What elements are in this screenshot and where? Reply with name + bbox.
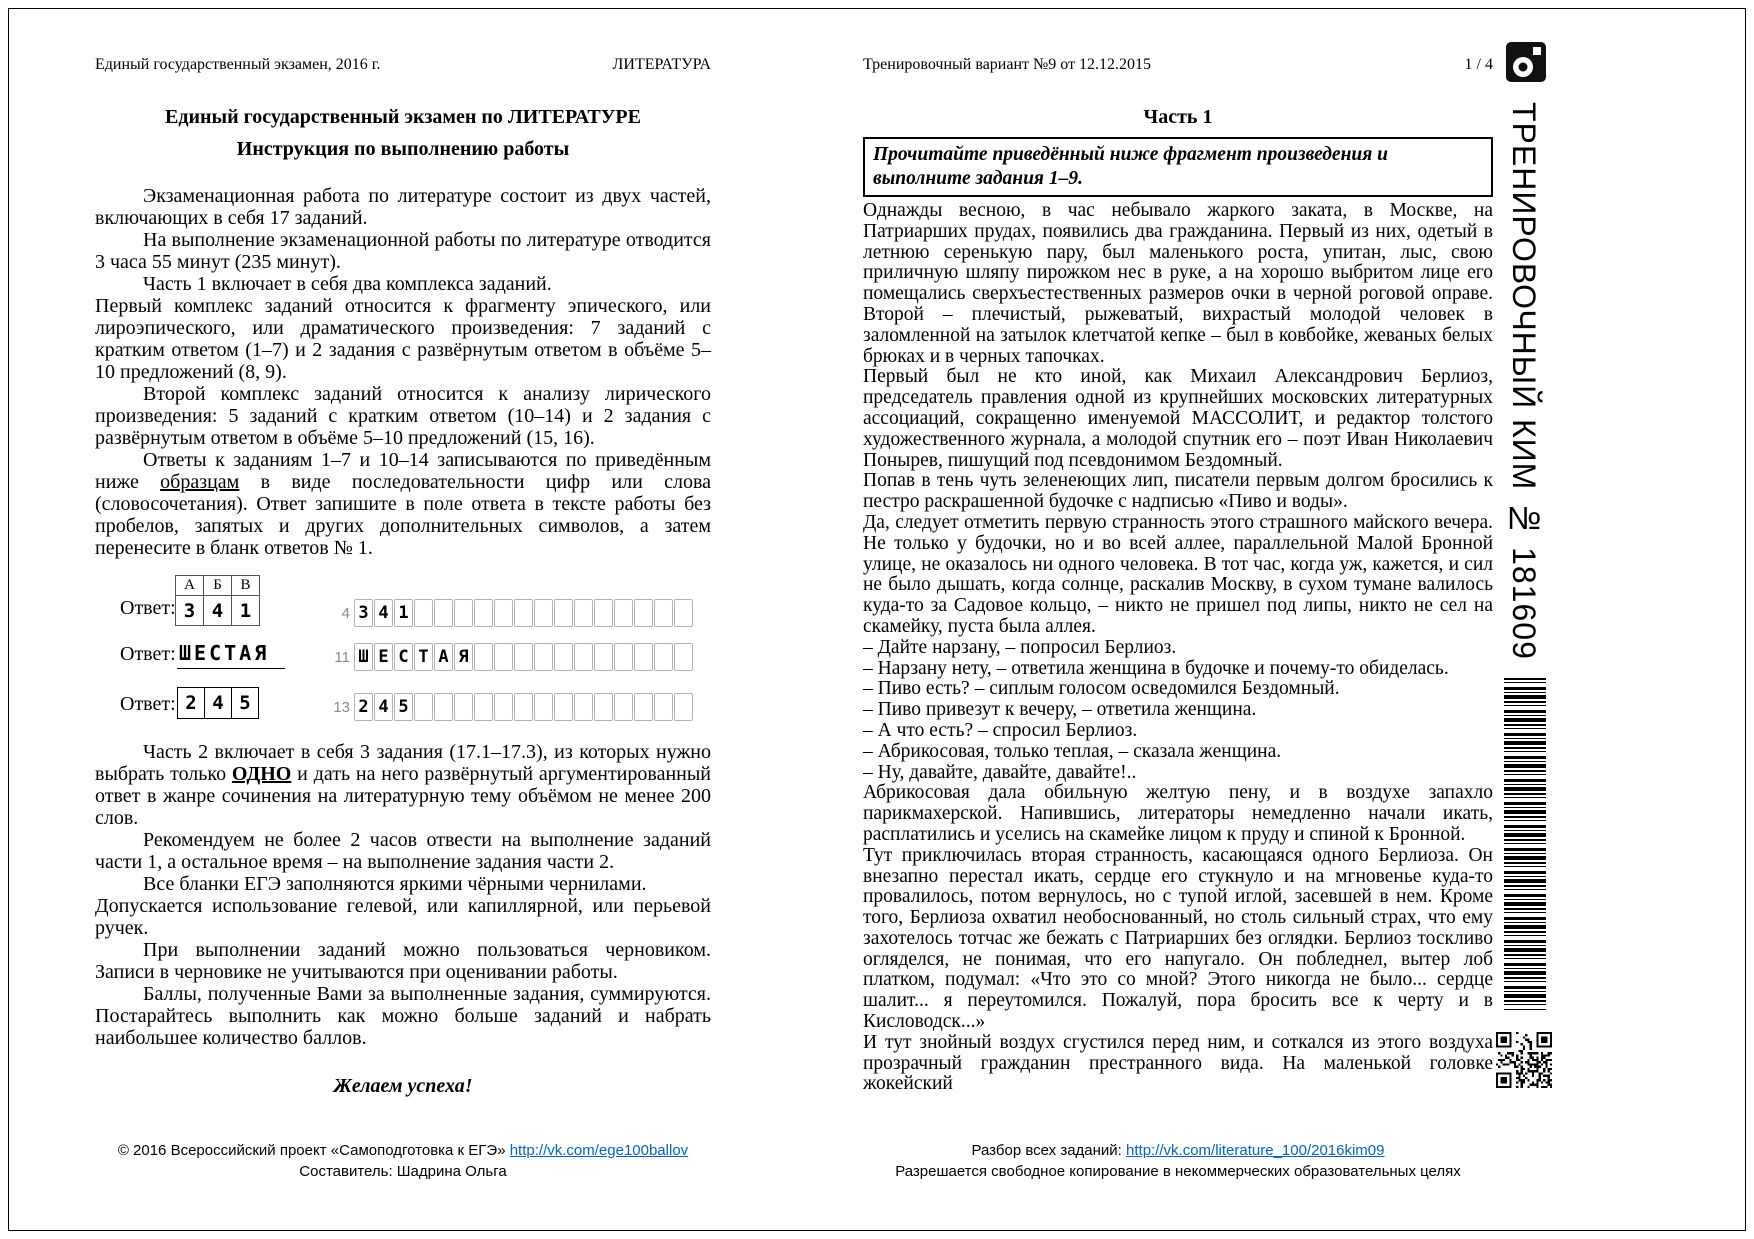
paragraph: – Дайте нарзану, – попросил Берлиоз. bbox=[863, 636, 1177, 658]
task-instruction-box bbox=[863, 137, 1493, 197]
copyright-line bbox=[95, 1140, 711, 1161]
answer-cell bbox=[534, 599, 553, 627]
strip-cells bbox=[354, 643, 694, 671]
right-page bbox=[863, 55, 1493, 1095]
answer-cell: 3 bbox=[354, 599, 373, 627]
paragraph: Часть 2 включает в себя 3 задания (17.1–17.3), из которых нужно выбрать только ОДНО и дать на него развёрнутый аргументированный ответ в жанре сочинения на литературную тему объёмом не менее 200 слов. bbox=[95, 741, 711, 829]
answer-cell bbox=[534, 693, 553, 721]
header-exam-title: Единый государственный экзамен, 2016 г. bbox=[95, 56, 381, 73]
paragraph: Баллы, полученные Вами за выполненные задания, суммируются. Постарайтесь выполнить как можно больше заданий и набрать наибольшее количество баллов. bbox=[95, 983, 711, 1049]
strip-number: 4 bbox=[341, 604, 350, 622]
answer-cell bbox=[614, 643, 633, 671]
answer-cell: Я bbox=[454, 643, 473, 671]
strip-number: 13 bbox=[333, 698, 350, 716]
answer-cell bbox=[454, 599, 473, 627]
answer-label: Ответ: bbox=[120, 693, 176, 715]
paragraph: Допускается использование гелевой, или капиллярной, или перьевой ручек. bbox=[95, 895, 711, 939]
barcode-icon bbox=[1504, 678, 1546, 1010]
answer-cell bbox=[514, 643, 533, 671]
copyright-text: © 2016 Всероссийский проект «Самоподготовка к ЕГЭ» bbox=[117, 1142, 510, 1159]
table-value-cell: 1 bbox=[232, 596, 260, 626]
header-subject: ЛИТЕРАТУРА bbox=[612, 56, 711, 73]
answer-cell bbox=[414, 599, 433, 627]
solutions-text: Разбор всех заданий: bbox=[971, 1142, 1127, 1159]
answer-cell: 5 bbox=[394, 693, 413, 721]
answer-strip bbox=[328, 693, 694, 721]
box-cell: 4 bbox=[204, 687, 232, 719]
page-number: 1 / 4 bbox=[1464, 56, 1493, 73]
answer-cell bbox=[594, 599, 613, 627]
answer-cell bbox=[494, 599, 513, 627]
license-line: Разрешается свободное копирование в некоммерческих образовательных целях bbox=[895, 1163, 1461, 1180]
answer-cell bbox=[474, 643, 493, 671]
paragraph: Однажды весною, в час небывало жаркого заката, в Москве, на Патриарших прудах, появились два гражданина. Первый из них, одетый в летнюю серенькую пару, был маленького роста, упитан, лыс, свою приличную шляпу пирожком нес в руке, а на хорошо выбритом лице его помещались сверхъестественных размеров очки в черной роговой оправе. Второй – плечистый, рыжеватый, вихрастый молодой человек в заломленной на затылок клетчатой кепке – был в ковбойке, жеваных белых брюках и в черных тапочках. bbox=[863, 200, 1493, 367]
paragraph: Попав в тень чуть зеленеющих лип, писатели первым долгом бросились к пестро раскрашенной будочке с надписью «Пиво и воды». bbox=[863, 470, 1493, 513]
right-footer bbox=[863, 1140, 1493, 1182]
project-logo-icon bbox=[1506, 42, 1546, 82]
header-variant: Тренировочный вариант №9 от 12.12.2015 bbox=[863, 56, 1152, 73]
paragraph: Второй комплекс заданий относится к анализу лирического произведения: 5 заданий с кратким ответом (10–14) и 2 задания с развёрнутым ответом в объёме 5–10 предложений (15, 16). bbox=[95, 383, 711, 449]
answer-label: Ответ: bbox=[120, 643, 176, 665]
paragraph: Часть 1 включает в себя два комплекса заданий. bbox=[143, 273, 552, 295]
paragraph: Абрикосовая дала обильную желтую пену, и в воздухе запахло парикмахерской. Напившись, литераторы немедленно начали икать, расплатились и уселись на скамейке лицом к пруду и спиной к Бронной. bbox=[863, 782, 1493, 845]
paragraph: Да, следует отметить первую странность этого страшного майского вечера. Не только у будочки, но и во всей аллее, параллельной Малой Бронной улице, не оказалось ни одного человека. В тот час, когда уж, кажется, и сил не было дышать, когда солнце, раскалив Москву, в сухом тумане валилось куда-то за Садовое кольцо, – никто не пришел под липы, никто не сел на скамейку, пуста была аллея. bbox=[863, 511, 1493, 637]
answer-samples bbox=[95, 575, 711, 727]
answer-cell bbox=[594, 693, 613, 721]
strip-number: 11 bbox=[334, 648, 350, 666]
author-line: Составитель: Шадрина Ольга bbox=[299, 1163, 507, 1180]
strip-cells bbox=[354, 599, 694, 627]
ege100ballov-link[interactable]: http://vk.com/ege100ballov bbox=[509, 1142, 689, 1159]
table-value-cell: 3 bbox=[176, 596, 204, 626]
answer-cell bbox=[634, 599, 653, 627]
table-header-cell: А bbox=[176, 576, 204, 596]
paragraph: – Пиво привезут к вечеру, – ответила женщина. bbox=[863, 699, 1257, 721]
answer-cell: 2 bbox=[354, 693, 373, 721]
left-page bbox=[95, 55, 711, 1098]
answer-cell: Ш bbox=[354, 643, 373, 671]
answer-cell: Т bbox=[414, 643, 433, 671]
answer-cell bbox=[554, 643, 573, 671]
answer-cell bbox=[654, 643, 673, 671]
answer-cell bbox=[494, 643, 513, 671]
answer-cell: Е bbox=[374, 643, 393, 671]
answer-cell bbox=[674, 643, 693, 671]
answer-sample-row-2 bbox=[95, 639, 711, 679]
paragraph: – Пиво есть? – сиплым голосом осведомился Бездомный. bbox=[863, 678, 1340, 700]
answer-cell bbox=[614, 599, 633, 627]
answer-cell bbox=[654, 599, 673, 627]
answer-sample-box bbox=[177, 687, 258, 719]
success-note: Желаем успеха! bbox=[333, 1075, 473, 1097]
right-page-header bbox=[863, 55, 1493, 75]
answer-strip bbox=[328, 643, 694, 671]
instructions-block-1 bbox=[95, 185, 711, 559]
answer-cell bbox=[534, 643, 553, 671]
answer-label: Ответ: bbox=[120, 597, 176, 619]
answer-cell bbox=[434, 599, 453, 627]
table-header-cell: В bbox=[232, 576, 260, 596]
strip-cells bbox=[354, 693, 694, 721]
answer-cell bbox=[554, 693, 573, 721]
answer-cell bbox=[474, 693, 493, 721]
answer-cell bbox=[514, 599, 533, 627]
answer-sample-table bbox=[175, 575, 260, 626]
fragment-text bbox=[863, 201, 1493, 1095]
answer-cell bbox=[634, 693, 653, 721]
paragraph: Все бланки ЕГЭ заполняются яркими чёрными чернилами. bbox=[143, 873, 647, 895]
answer-cell: А bbox=[434, 643, 453, 671]
instructions-block-2 bbox=[95, 741, 711, 1049]
answer-cell bbox=[574, 693, 593, 721]
answer-cell: С bbox=[394, 643, 413, 671]
answer-strip bbox=[328, 599, 694, 627]
answer-cell bbox=[574, 643, 593, 671]
left-page-header bbox=[95, 55, 711, 75]
box-cell: 5 bbox=[231, 687, 259, 719]
handwritten-answer: ШЕСТАЯ bbox=[177, 641, 285, 669]
answer-cell bbox=[454, 693, 473, 721]
answer-cell bbox=[594, 643, 613, 671]
answer-cell bbox=[434, 693, 453, 721]
paragraph: Ответы к заданиям 1–7 и 10–14 записываются по приведённым ниже образцам в виде последовательности цифр или слова (словосочетания). Ответ запишите в поле ответа в тексте работы без пробелов, запятых и других дополнительных символов, а затем перенесите в бланк ответов № 1. bbox=[95, 449, 712, 559]
paragraph: На выполнение экзаменационной работы по литературе отводится 3 часа 55 минут (235 минут). bbox=[95, 229, 711, 273]
answer-cell: 4 bbox=[374, 693, 393, 721]
box-cell: 2 bbox=[177, 687, 205, 719]
table-value-cell: 4 bbox=[204, 596, 232, 626]
qr-code-icon bbox=[1496, 1032, 1552, 1088]
paragraph: Экзаменационная работа по литературе состоит из двух частей, включающих в себя 17 заданий. bbox=[95, 185, 711, 229]
paragraph: Первый комплекс заданий относится к фрагменту эпического, или лироэпического, или драматического произведения: 7 заданий с кратким ответом (1–7) и 2 задания с развёрнутым ответом в объёме 5–10 предложений (8, 9). bbox=[95, 295, 711, 383]
solutions-link[interactable]: http://vk.com/literature_100/2016kim09 bbox=[1126, 1142, 1385, 1159]
answer-cell bbox=[634, 643, 653, 671]
paragraph: – Абрикосовая, только теплая, – сказала женщина. bbox=[863, 740, 1282, 762]
paragraph: Рекомендуем не более 2 часов отвести на выполнение заданий части 1, а остальное время – на выполнение задания части 2. bbox=[95, 829, 711, 873]
paragraph: И тут знойный воздух сгустился перед ним, и соткался из этого воздуха прозрачный гражданин престранного вида. На маленькой головке жокейский bbox=[863, 1031, 1493, 1095]
table-header-cell: Б bbox=[204, 576, 232, 596]
answer-sample-row-1 bbox=[95, 575, 711, 631]
answer-cell bbox=[654, 693, 673, 721]
document-title: Единый государственный экзамен по ЛИТЕРАТУРЕ bbox=[165, 106, 641, 128]
answer-sample-row-3 bbox=[95, 685, 711, 727]
paragraph: – Ну, давайте, давайте, давайте!.. bbox=[863, 761, 1137, 783]
answer-cell bbox=[574, 599, 593, 627]
kim-number-label: ТРЕНИРОВОЧНЫЙ КИМ № 181609 bbox=[1506, 102, 1542, 660]
answer-cell bbox=[554, 599, 573, 627]
answer-cell bbox=[494, 693, 513, 721]
part-title: Часть 1 bbox=[1143, 106, 1213, 128]
paragraph: – А что есть? – спросил Берлиоз. bbox=[863, 719, 1138, 741]
paragraph: Первый был не кто иной, как Михаил Александрович Берлиоз, председатель правления одной из крупнейших московских литературных ассоциаций, сокращенно именуемой МАССОЛИТ, и редактор толстого художественного журнала, а молодой спутник его – поэт Иван Николаевич Понырев, пишущий под псевдонимом Бездомный. bbox=[863, 366, 1493, 471]
task-instruction: Прочитайте приведённый ниже фрагмент произведения и выполните задания 1–9. bbox=[873, 144, 1389, 189]
answer-cell bbox=[674, 693, 693, 721]
answer-cell: 1 bbox=[394, 599, 413, 627]
instructions-title: Инструкция по выполнению работы bbox=[236, 138, 570, 160]
answer-cell bbox=[414, 693, 433, 721]
paragraph: При выполнении заданий можно пользоваться черновиком. Записи в черновике не учитываются при оценивании работы. bbox=[95, 939, 711, 983]
solutions-line bbox=[863, 1140, 1493, 1161]
paragraph: – Нарзану нету, – ответила женщина в будочке и почему-то обиделась. bbox=[863, 657, 1449, 679]
answer-cell bbox=[474, 599, 493, 627]
left-footer bbox=[95, 1140, 711, 1182]
paragraph: Тут приключилась вторая странность, касающаяся одного Берлиоза. Он внезапно перестал икать, сердце его стукнуло и на мгновенье куда-то провалилось, потом вернулось, но с тупой иглой, засевшей в нем. Кроме того, Берлиоза охватил необоснованный, но столь сильный страх, что ему захотелось тотчас же бежать с Патриарших без оглядки. Берлиоз тоскливо огляделся, не понимая, что его напугало. Он побледнел, вытер лоб платком, подумал: «Что это со мной? Этого никогда не было... сердце шалит... я переутомился. Пожалуй, пора бросить все к черту и в Кисловодск...» bbox=[863, 844, 1493, 1033]
answer-cell bbox=[514, 693, 533, 721]
answer-cell bbox=[674, 599, 693, 627]
answer-cell bbox=[614, 693, 633, 721]
answer-cell: 4 bbox=[374, 599, 393, 627]
